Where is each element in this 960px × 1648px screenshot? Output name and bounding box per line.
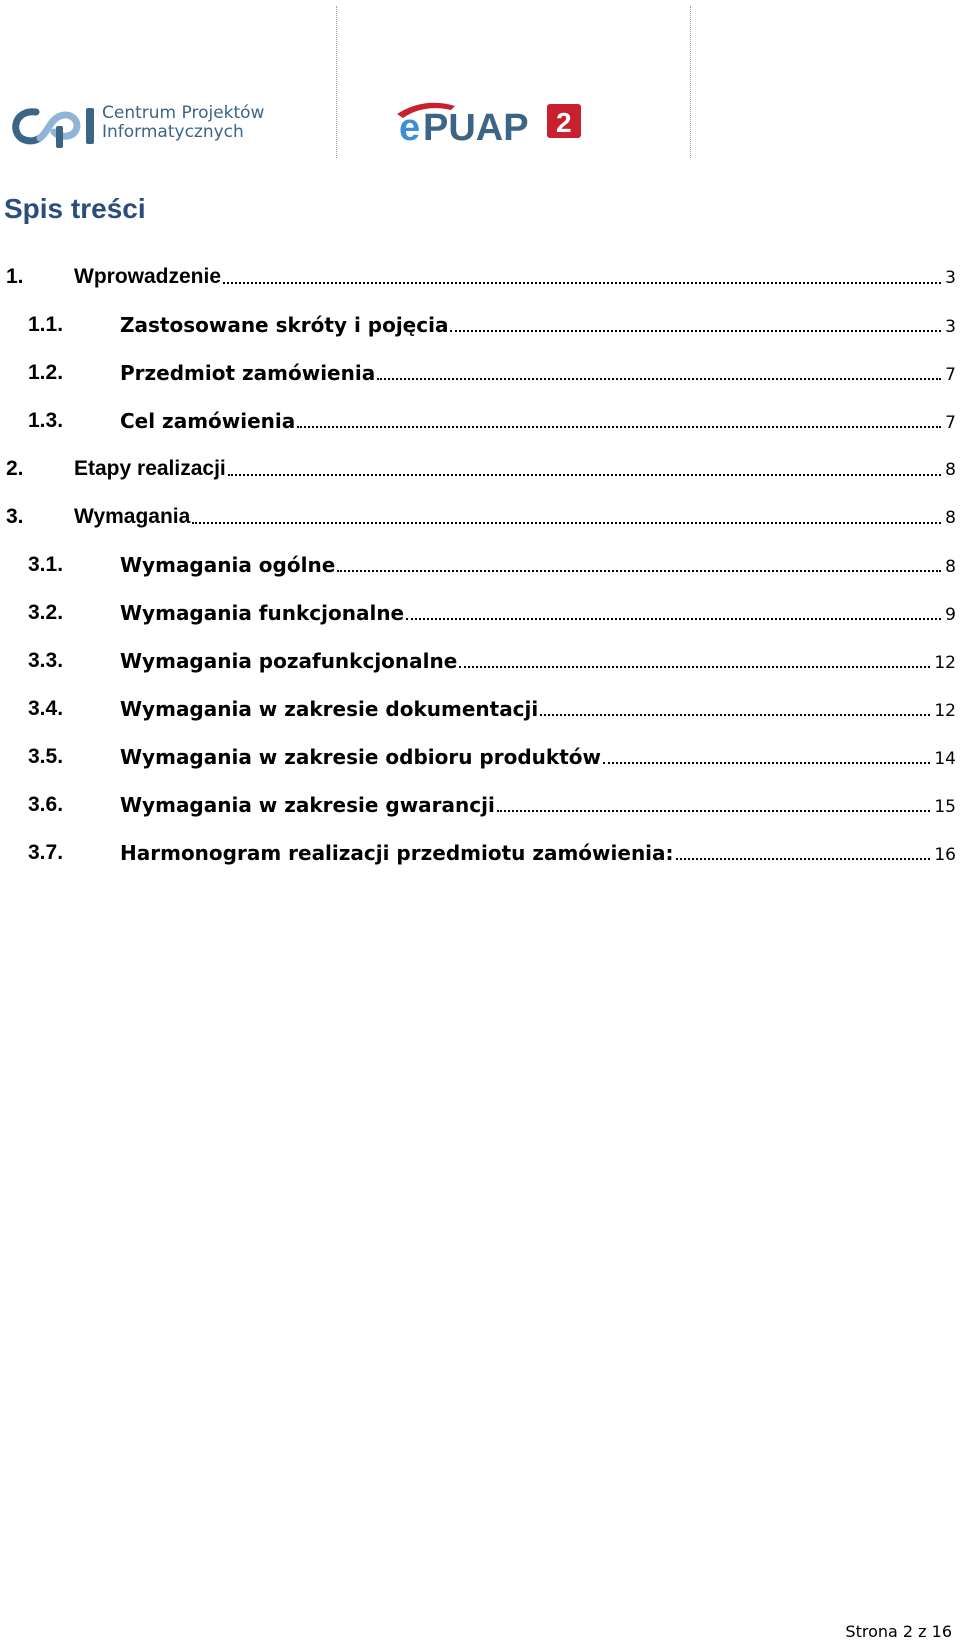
toc-entry-page[interactable]: 16 (934, 845, 956, 865)
toc-entry-label[interactable]: Cel zamówienia (120, 409, 296, 433)
toc-dot-leader (676, 858, 931, 860)
cpi-logo-text (102, 104, 264, 142)
toc-dot-leader (192, 522, 941, 524)
toc-entry[interactable] (0, 502, 960, 532)
header-divider (690, 6, 691, 158)
toc-entry-label[interactable]: Wymagania w zakresie odbioru produktów (120, 745, 601, 769)
toc-entry-line (74, 262, 956, 292)
toc-entry-number: 3. (6, 505, 24, 528)
toc-entry-line (120, 790, 956, 820)
toc-dot-leader (297, 426, 941, 428)
cpi-mark-icon (10, 102, 98, 150)
toc-dot-leader (377, 378, 941, 380)
toc-entry-label[interactable]: Wymagania ogólne (120, 553, 336, 577)
toc-entry-line (120, 646, 956, 676)
toc-entry-page[interactable]: 12 (934, 701, 956, 721)
toc-entry-number: 3.6. (28, 793, 64, 816)
toc-entry[interactable] (0, 646, 960, 676)
cpi-logo (10, 102, 280, 150)
toc-entry[interactable] (0, 598, 960, 628)
toc-entry-label[interactable]: Wprowadzenie (74, 265, 222, 288)
toc-entry-page[interactable]: 3 (945, 268, 956, 288)
toc-dot-leader (223, 282, 941, 284)
cpi-logo-line2: Informatycznych (102, 122, 244, 142)
toc-entry-line (120, 742, 956, 772)
toc-entry-label[interactable]: Wymagania w zakresie dokumentacji (120, 697, 539, 721)
toc-dot-leader (337, 570, 941, 572)
toc-entry-number: 3.1. (28, 553, 64, 576)
toc-entry-number: 3.3. (28, 649, 64, 672)
toc-entry[interactable] (0, 358, 960, 388)
toc-entry-number: 3.2. (28, 601, 64, 624)
toc-entry-line (120, 838, 956, 868)
toc-entry-number: 1. (6, 265, 24, 288)
toc-entry-label[interactable]: Wymagania funkcjonalne (120, 601, 405, 625)
toc-dot-leader (228, 474, 941, 476)
toc-entry[interactable] (0, 310, 960, 340)
toc-entry[interactable] (0, 790, 960, 820)
toc-dot-leader (540, 714, 930, 716)
header-divider (336, 6, 337, 158)
toc-entry[interactable] (0, 406, 960, 436)
toc-entry-label[interactable]: Wymagania (74, 505, 191, 528)
toc-entry-label[interactable]: Harmonogram realizacji przedmiotu zamówienia: (120, 841, 674, 865)
svg-text:e: e (399, 107, 421, 144)
toc-entry-page[interactable]: 8 (945, 460, 956, 480)
cpi-logo-line1: Centrum Projektów (102, 103, 265, 123)
toc-dot-leader (497, 810, 931, 812)
toc-entry[interactable] (0, 742, 960, 772)
toc-entry[interactable] (0, 550, 960, 580)
page-number: Strona 2 z 16 (845, 1622, 952, 1641)
toc-entry-label[interactable]: Wymagania w zakresie gwarancji (120, 793, 495, 817)
toc-entry-page[interactable]: 3 (945, 317, 956, 337)
toc-entry-number: 1.3. (28, 409, 64, 432)
svg-text:2: 2 (556, 107, 572, 138)
toc-entry-label[interactable]: Etapy realizacji (74, 457, 226, 480)
toc-entry-line (120, 358, 956, 388)
toc-entry-label[interactable]: Zastosowane skróty i pojęcia (120, 313, 449, 337)
toc-entry[interactable] (0, 454, 960, 484)
toc-entry-line (120, 598, 956, 628)
toc-entry-number: 3.7. (28, 841, 64, 864)
toc-entry[interactable] (0, 262, 960, 292)
toc-entry[interactable] (0, 838, 960, 868)
toc-entry-page[interactable]: 7 (945, 365, 956, 385)
toc-entry-number: 2. (6, 457, 24, 480)
page-header (0, 0, 960, 160)
toc-entry-page[interactable]: 9 (945, 605, 956, 625)
toc-entry-line (120, 406, 956, 436)
epuap-logo-icon (395, 100, 615, 144)
toc-entry-number: 3.5. (28, 745, 64, 768)
toc-dot-leader (459, 666, 930, 668)
toc-entry-line (120, 310, 956, 340)
toc-entry[interactable] (0, 694, 960, 724)
toc-entry-label[interactable]: Przedmiot zamówienia (120, 361, 376, 385)
toc-entry-page[interactable]: 7 (945, 413, 956, 433)
toc-entry-label[interactable]: Wymagania pozafunkcjonalne (120, 649, 458, 673)
toc-entry-page[interactable]: 8 (945, 557, 956, 577)
toc-dot-leader (603, 762, 930, 764)
toc-entry-number: 3.4. (28, 697, 64, 720)
toc-entry-line (74, 502, 956, 532)
epuap-logo (395, 100, 615, 144)
toc-title: Spis treści (4, 193, 146, 224)
toc-entry-page[interactable]: 12 (934, 653, 956, 673)
toc-entry-page[interactable]: 15 (934, 797, 956, 817)
toc-entry-page[interactable]: 14 (934, 749, 956, 769)
toc-entry-line (120, 550, 956, 580)
toc-entry-line (120, 694, 956, 724)
toc-dot-leader (450, 330, 941, 332)
toc-entry-page[interactable]: 8 (945, 508, 956, 528)
toc-entry-number: 1.1. (28, 313, 64, 336)
toc-entry-line (74, 454, 956, 484)
toc-dot-leader (406, 618, 941, 620)
svg-text:PUAP: PUAP (423, 107, 529, 144)
toc-entry-number: 1.2. (28, 361, 64, 384)
